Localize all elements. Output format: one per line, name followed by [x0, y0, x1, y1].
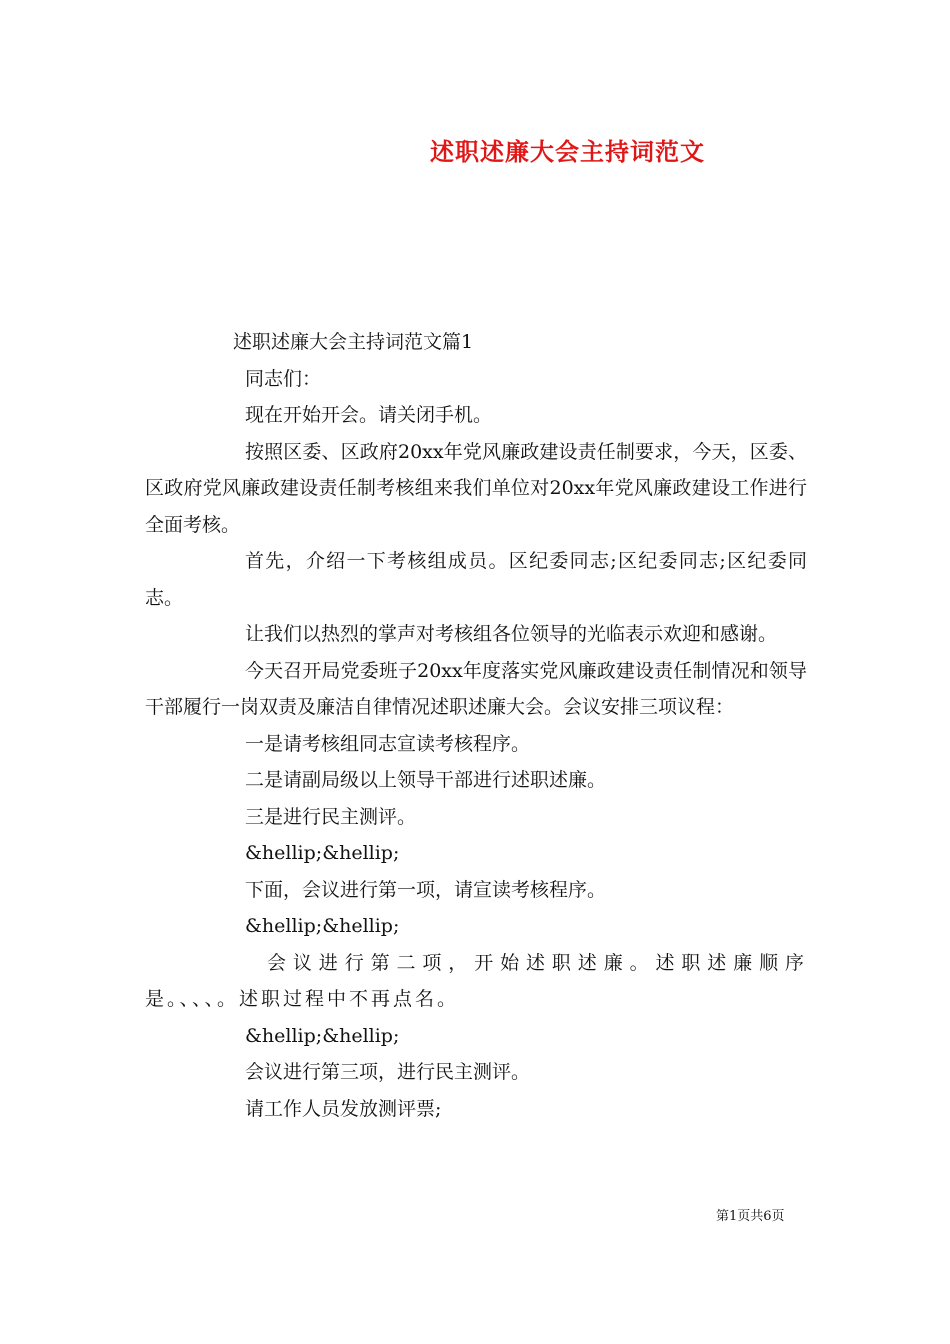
paragraph: 请工作人员发放测评票;: [245, 1097, 442, 1120]
paragraph: 首先，介绍一下考核组成员。区纪委同志;区纪委同志;区纪委同志。: [145, 550, 807, 609]
ellipsis-line: &hellip;&hellip;: [245, 1024, 400, 1047]
paragraph: 让我们以热烈的掌声对考核组各位领导的光临表示欢迎和感谢。: [245, 623, 778, 645]
agenda-item: 二是请副局级以上领导干部进行述职述廉。: [245, 769, 607, 791]
paragraph: 会议进行第三项，进行民主测评。: [245, 1061, 531, 1083]
page-number: 第1页共6页: [716, 1209, 785, 1224]
paragraph: 按照区委、区政府20xx年党风廉政建设责任制要求，今天，区委、区政府党风廉政建设责任制考核组来我们单位对20xx年党风廉政建设工作进行全面考核。: [145, 440, 807, 536]
paragraph: 今天召开局党委班子20xx年度落实党风廉政建设责任制情况和领导干部履行一岗双责及廉洁自律情况述职述廉大会。会议安排三项议程：: [145, 659, 807, 718]
document-title: 述职述廉大会主持词范文: [430, 137, 705, 166]
paragraph: 现在开始开会。请关闭手机。: [245, 404, 493, 426]
paragraph: 下面，会议进行第一项，请宣读考核程序。: [245, 878, 607, 901]
salutation: 同志们：: [245, 367, 322, 390]
document-body: [145, 324, 807, 1127]
section-heading: 述职述廉大会主持词范文篇1: [233, 331, 474, 353]
paragraph: 会议进行第二项，开始述职述廉。述职述廉顺序是。、、、。述职过程中不再点名。: [145, 951, 807, 1010]
ellipsis-line: &hellip;&hellip;: [245, 915, 400, 937]
ellipsis-line: &hellip;&hellip;: [245, 842, 400, 864]
agenda-item: 一是请考核组同志宣读考核程序。: [245, 732, 531, 755]
agenda-item: 三是进行民主测评。: [245, 805, 417, 828]
